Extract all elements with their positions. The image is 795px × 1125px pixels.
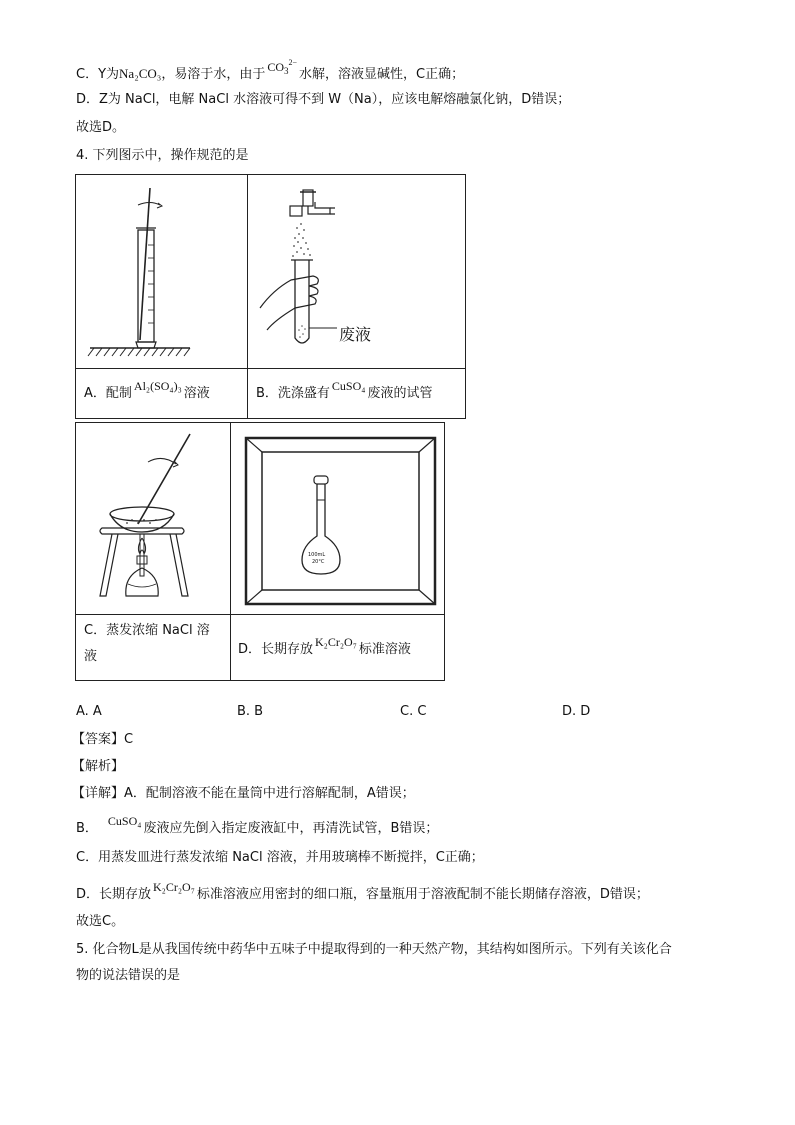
flask-volume-label: 100mL — [308, 552, 326, 558]
conclusion-d: 故选D。 — [76, 120, 126, 135]
option-d: D. D — [562, 704, 591, 719]
question-5-line1: 5. 化合物L是从我国传统中药华中五味子中提取得到的一种天然产物，其结构如图所示。下列有关该化合 — [76, 942, 672, 957]
question-4-title: 4. 下列图示中，操作规范的是 — [76, 148, 249, 163]
conclusion-c: 故选C。 — [76, 914, 125, 929]
explanation-c: C．Y为Na₂CO₃，易溶于水，由于 $CO_3^{2-}$水解，溶液显碱性，C正确； — [76, 60, 464, 88]
figure-d-caption: D．长期存放 K₂Cr₂O₇ 标准溶液 — [238, 635, 411, 657]
answer-line: 【答案】C — [72, 732, 134, 747]
figure-c-caption: C．蒸发浓缩 NaCl 溶 液 — [84, 623, 210, 664]
explanation-d: D．Z为 NaCl，电解 NaCl 水溶液可得不到 W（Na），应该电解熔融氯化钠，D错误； — [76, 92, 571, 107]
waste-liquid-label: 废液 — [339, 325, 372, 344]
option-c: C. C — [400, 704, 427, 719]
figure-a-caption: A．配制 Al₂(SO₄)₃ 溶液 — [84, 379, 210, 401]
flask-temp-label: 20°C — [312, 559, 325, 565]
analysis-a: 【详解】A．配制溶液不能在量筒中进行溶解配制，A错误； — [72, 786, 415, 801]
analysis-b: B． CuSO₄ 废液应先倒入指定废液缸中，再清洗试管，B错误； — [76, 814, 439, 836]
question-5-line2: 物的说法错误的是 — [76, 968, 181, 983]
analysis-d: D．长期存放 K₂Cr₂O₇ 标准溶液应用密封的细口瓶，容量瓶用于溶液配制不能长期储存溶液，D错误； — [76, 880, 649, 902]
carbonate-ion: $CO_3^{2-}$ — [267, 58, 298, 76]
option-b: B. B — [237, 704, 264, 719]
evaporation-figure — [82, 428, 227, 608]
volumetric-flask-figure — [244, 436, 437, 606]
figure-b-caption: B．洗涤盛有 CuSO₄ 废液的试管 — [256, 379, 433, 401]
option-a: A. A — [76, 704, 102, 719]
test-tube-washing-figure — [255, 180, 460, 365]
graduated-cylinder-figure — [80, 180, 240, 365]
analysis-label: 【解析】 — [72, 759, 125, 774]
analysis-c: C．用蒸发皿进行蒸发浓缩 NaCl 溶液，并用玻璃棒不断搅拌，C正确； — [76, 850, 484, 865]
